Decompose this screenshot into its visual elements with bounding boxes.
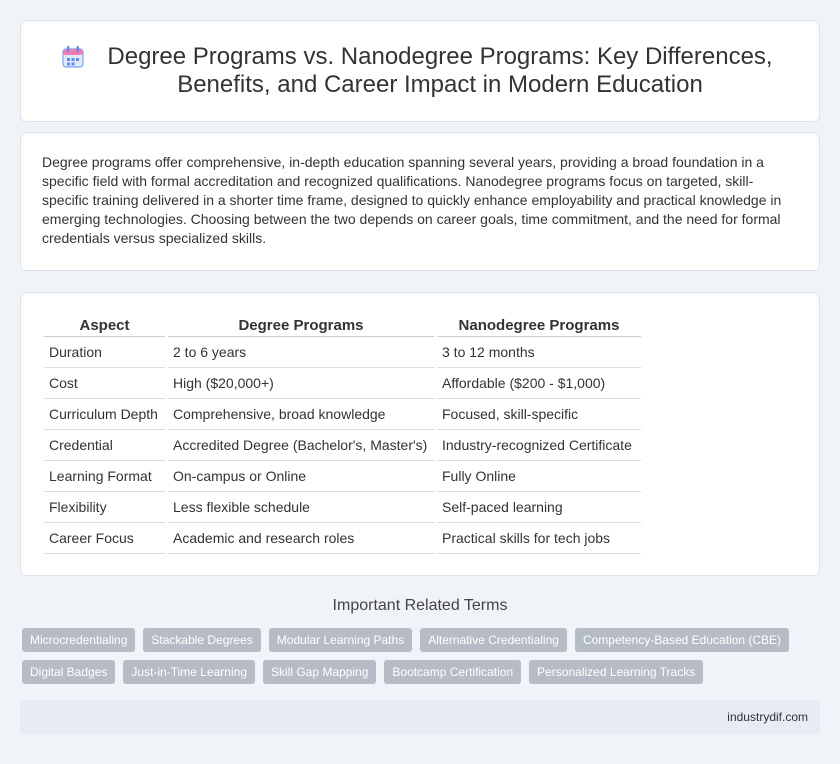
cell-nanodegree: Focused, skill-specific <box>437 399 641 430</box>
cell-degree: On-campus or Online <box>168 461 434 492</box>
intro-paragraph: Degree programs offer comprehensive, in-depth education spanning several years, providing a broad foundation in a specific field with formal accreditation and recognized qualifications. Nanodegree programs focus on targeted, skill-specific training delivered in a shorter time frame, designed to quickly enhance employability and practical knowledge in emerging technologies. Choosing between the two depends on career goals, time commitment, and the need for formal credentials versus specialized skills. <box>42 154 782 246</box>
table-row <box>44 368 641 399</box>
cell-aspect: Flexibility <box>44 492 165 523</box>
cell-aspect: Duration <box>44 337 165 368</box>
table-header-row <box>44 309 641 337</box>
cell-degree: High ($20,000+) <box>168 368 434 399</box>
table-row <box>44 337 641 368</box>
cell-degree: Academic and research roles <box>168 523 434 554</box>
footer <box>20 700 820 734</box>
cell-aspect: Career Focus <box>44 523 165 554</box>
tag-modular-learning-paths[interactable]: Modular Learning Paths <box>269 628 412 652</box>
cell-nanodegree: Affordable ($200 - $1,000) <box>437 368 641 399</box>
header-card <box>20 20 820 122</box>
cell-nanodegree: Fully Online <box>437 461 641 492</box>
tag-personalized-learning-tracks[interactable]: Personalized Learning Tracks <box>529 660 703 684</box>
cell-degree: Less flexible schedule <box>168 492 434 523</box>
intro-card <box>20 132 820 271</box>
cell-degree: Comprehensive, broad knowledge <box>168 399 434 430</box>
related-terms-tags <box>22 628 822 692</box>
table-row <box>44 461 641 492</box>
tag-stackable-degrees[interactable]: Stackable Degrees <box>143 628 260 652</box>
tag-alternative-credentialing[interactable]: Alternative Credentialing <box>420 628 567 652</box>
cell-nanodegree: Industry-recognized Certificate <box>437 430 641 461</box>
tag-just-in-time-learning[interactable]: Just-in-Time Learning <box>123 660 255 684</box>
cell-aspect: Cost <box>44 368 165 399</box>
table-row <box>44 399 641 430</box>
cell-nanodegree: 3 to 12 months <box>437 337 641 368</box>
footer-site-link[interactable]: industrydif.com <box>727 710 808 724</box>
comparison-card <box>20 292 820 576</box>
tag-skill-gap-mapping[interactable]: Skill Gap Mapping <box>263 660 376 684</box>
cell-degree: Accredited Degree (Bachelor's, Master's) <box>168 430 434 461</box>
header-aspect: Aspect <box>44 309 165 337</box>
comparison-table <box>41 309 644 554</box>
cell-degree: 2 to 6 years <box>168 337 434 368</box>
tag-competency-based-education[interactable]: Competency-Based Education (CBE) <box>575 628 789 652</box>
cell-aspect: Curriculum Depth <box>44 399 165 430</box>
cell-nanodegree: Practical skills for tech jobs <box>437 523 641 554</box>
table-row <box>44 430 641 461</box>
tag-microcredentialing[interactable]: Microcredentialing <box>22 628 135 652</box>
cell-nanodegree: Self-paced learning <box>437 492 641 523</box>
page-title: Degree Programs vs. Nanodegree Programs: Key Differences, Benefits, and Career Impact in Modern Education <box>107 43 773 98</box>
cell-aspect: Credential <box>44 430 165 461</box>
table-row <box>44 523 641 554</box>
table-row <box>44 492 641 523</box>
related-terms-title: Important Related Terms <box>332 597 508 614</box>
tag-digital-badges[interactable]: Digital Badges <box>22 660 115 684</box>
header-degree: Degree Programs <box>168 309 434 337</box>
calendar-icon <box>60 44 86 70</box>
header-nanodegree: Nanodegree Programs <box>437 309 641 337</box>
tag-bootcamp-certification[interactable]: Bootcamp Certification <box>384 660 521 684</box>
cell-aspect: Learning Format <box>44 461 165 492</box>
